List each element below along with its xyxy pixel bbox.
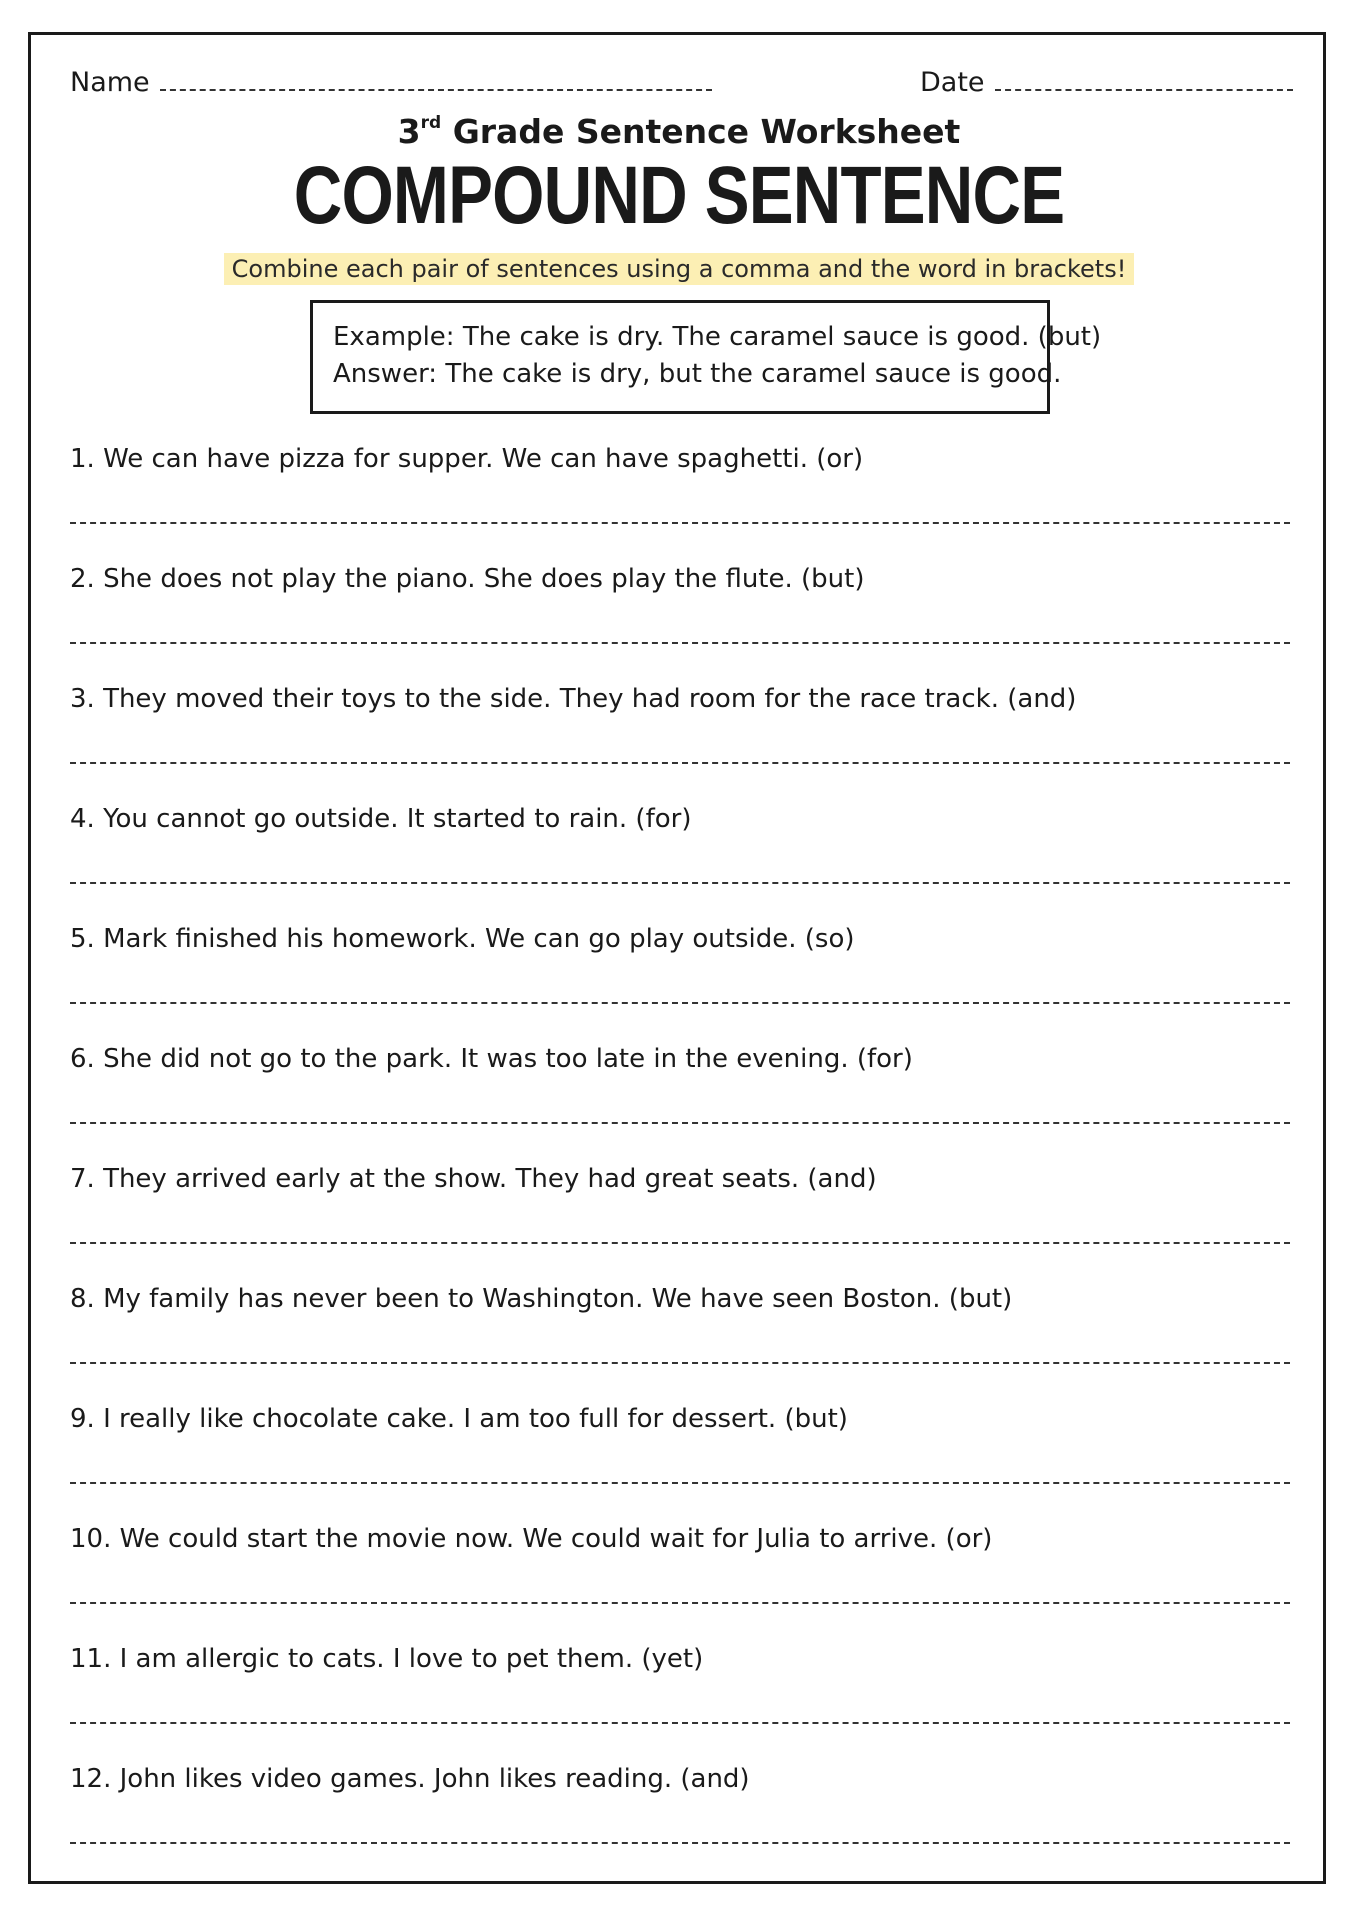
question-text: 1. We can have pizza for supper. We can have spaghetti. (or) [70, 444, 864, 474]
example-line: Example: The cake is dry. The caramel sauce is good. (but) [333, 322, 1102, 352]
question-text: 11. I am allergic to cats. I love to pet them. (yet) [70, 1644, 704, 1674]
instruction-text: Combine each pair of sentences using a comma and the word in brackets! [224, 253, 1135, 285]
question-item [70, 436, 1290, 556]
question-list [70, 436, 1290, 1876]
question-text: 10. We could start the movie now. We could wait for Julia to arrive. (or) [70, 1524, 993, 1554]
question-text: 7. They arrived early at the show. They had great seats. (and) [70, 1164, 877, 1194]
answer-line[interactable] [70, 1842, 1290, 1844]
instruction-wrap [0, 253, 1358, 285]
answer-line[interactable] [70, 1002, 1290, 1004]
question-text: 9. I really like chocolate cake. I am too full for dessert. (but) [70, 1404, 848, 1434]
question-text: 12. John likes video games. John likes reading. (and) [70, 1764, 750, 1794]
date-field[interactable] [995, 69, 1293, 91]
question-item [70, 916, 1290, 1036]
date-label: Date [920, 67, 985, 98]
answer-line[interactable] [70, 1362, 1290, 1364]
question-item [70, 1156, 1290, 1276]
answer-line[interactable] [70, 1602, 1290, 1604]
question-text: 2. She does not play the piano. She does play the flute. (but) [70, 564, 865, 594]
question-item [70, 1756, 1290, 1876]
question-text: 3. They moved their toys to the side. They had room for the race track. (and) [70, 684, 1077, 714]
subtitle-grade-number: 3 [397, 112, 421, 151]
answer-line[interactable] [70, 762, 1290, 764]
answer-line-example: Answer: The cake is dry, but the caramel sauce is good. [333, 359, 1062, 389]
question-item [70, 1636, 1290, 1756]
name-label: Name [70, 67, 150, 98]
question-item [70, 1516, 1290, 1636]
worksheet-title: COMPOUND SENTENCE [293, 150, 1065, 241]
question-text: 6. She did not go to the park. It was too late in the evening. (for) [70, 1044, 913, 1074]
answer-line[interactable] [70, 522, 1290, 524]
answer-line[interactable] [70, 1122, 1290, 1124]
answer-line[interactable] [70, 1482, 1290, 1484]
question-item [70, 1396, 1290, 1516]
subtitle-text: Grade Sentence Worksheet [441, 112, 961, 151]
answer-line[interactable] [70, 882, 1290, 884]
answer-line[interactable] [70, 642, 1290, 644]
name-row [70, 66, 712, 100]
question-text: 4. You cannot go outside. It started to rain. (for) [70, 804, 692, 834]
question-item [70, 796, 1290, 916]
question-item [70, 1036, 1290, 1156]
question-item [70, 676, 1290, 796]
question-item [70, 1276, 1290, 1396]
question-text: 8. My family has never been to Washington. We have seen Boston. (but) [70, 1284, 1013, 1314]
worksheet-subtitle [0, 112, 1358, 152]
subtitle-ordinal-suffix: rd [420, 113, 442, 133]
answer-line[interactable] [70, 1722, 1290, 1724]
answer-line[interactable] [70, 1242, 1290, 1244]
example-box [310, 300, 1102, 414]
date-row [920, 66, 1293, 100]
name-field[interactable] [160, 69, 712, 91]
question-text: 5. Mark finished his homework. We can go play outside. (so) [70, 924, 855, 954]
question-item [70, 556, 1290, 676]
